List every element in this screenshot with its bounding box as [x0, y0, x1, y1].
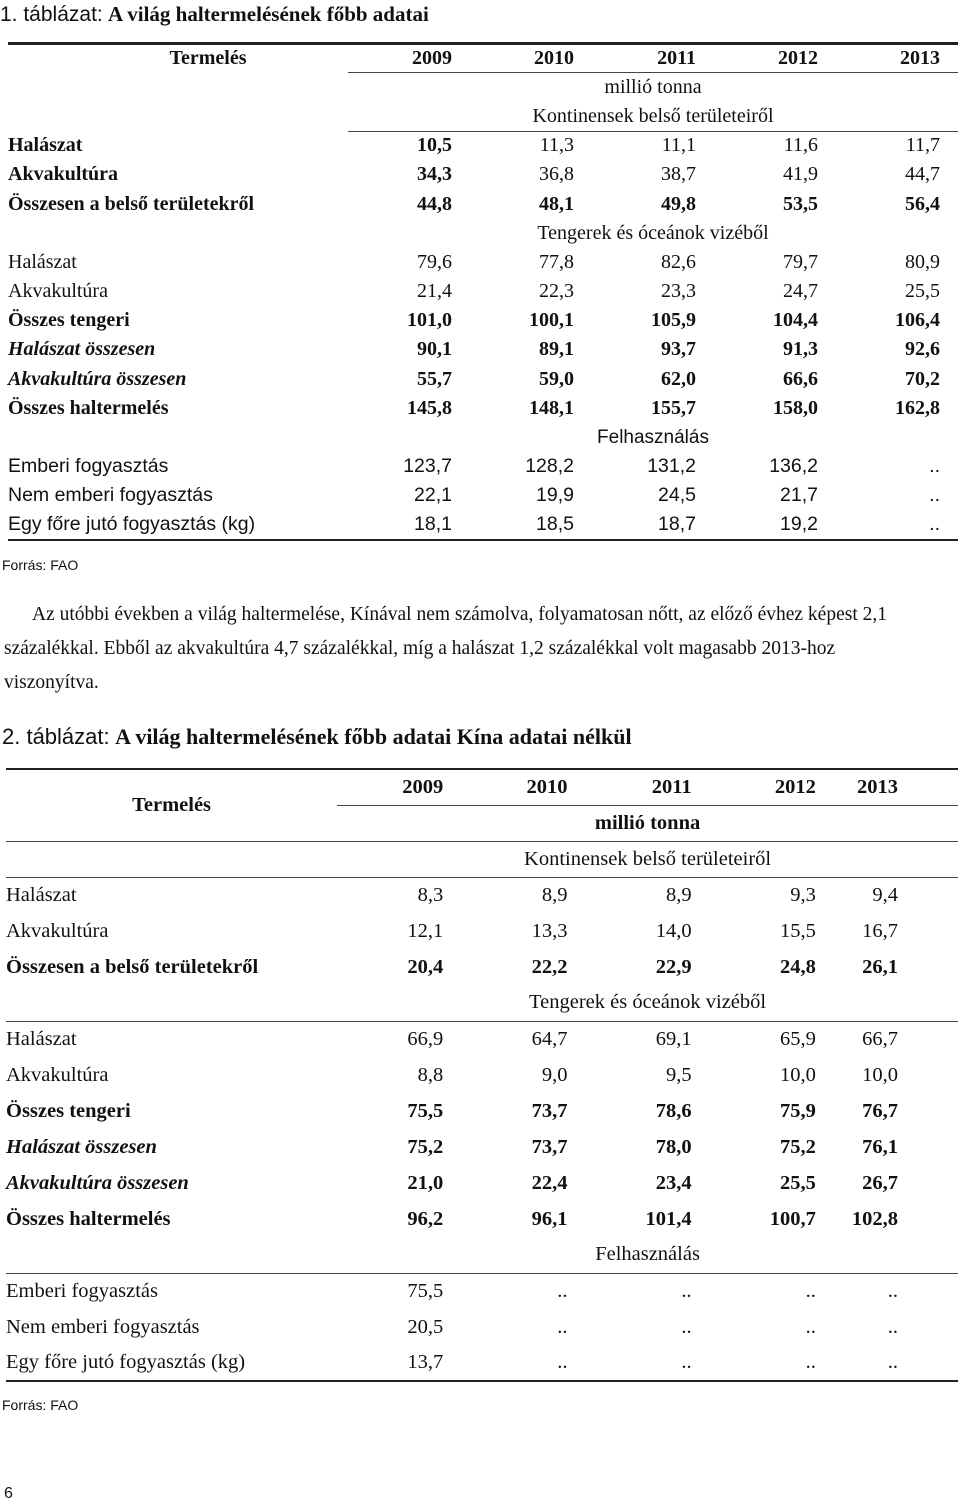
- cell-value: 9,4: [872, 883, 898, 906]
- table-row: [6, 1021, 958, 1057]
- page-number: 6: [4, 1485, 13, 1502]
- row-label: Emberi fogyasztás: [8, 455, 169, 478]
- cell-value: 73,7: [531, 1135, 568, 1158]
- cell-value: 100,7: [769, 1207, 816, 1230]
- cell-value: 38,7: [661, 163, 696, 186]
- cell-value: 106,4: [895, 309, 940, 332]
- table-row: [8, 511, 958, 540]
- table1-unit-row: [8, 73, 958, 102]
- table2-caption-title: A világ haltermelésének főbb adatai Kína adatai nélkül: [115, 724, 632, 749]
- table-row: [6, 877, 958, 913]
- cell-value: 10,5: [417, 134, 452, 157]
- cell-value: ..: [557, 1279, 568, 1302]
- table2-caption: [2, 724, 632, 750]
- cell-value: 75,2: [407, 1135, 444, 1158]
- cell-value: 75,5: [407, 1099, 444, 1122]
- cell-value: 75,5: [407, 1279, 444, 1302]
- cell-value: 21,4: [417, 280, 452, 303]
- cell-value: 22,1: [414, 484, 452, 507]
- cell-value: 79,7: [783, 250, 818, 273]
- cell-value: 62,0: [661, 367, 696, 390]
- cell-value: 56,4: [905, 192, 940, 215]
- cell-value: 15,5: [779, 919, 816, 942]
- row-label: Összes haltermelés: [8, 396, 169, 419]
- table1-section-header: [8, 219, 958, 248]
- table-row: [6, 1273, 958, 1309]
- row-label: Halászat összesen: [6, 1135, 157, 1158]
- table-row: [6, 1165, 958, 1201]
- table1-unit: millió tonna: [604, 76, 702, 99]
- cell-value: ..: [681, 1279, 692, 1302]
- row-label: Egy főre jutó fogyasztás (kg): [6, 1345, 337, 1381]
- table1-year-2012: 2012: [714, 44, 836, 73]
- cell-value: 13,3: [531, 919, 568, 942]
- table1-section-header: [8, 423, 958, 452]
- cell-value: 158,0: [773, 396, 818, 419]
- table-row: [8, 306, 958, 335]
- cell-value: ..: [836, 511, 958, 540]
- cell-value: 44,7: [905, 163, 940, 186]
- table2-year-2010: 2010: [461, 769, 585, 805]
- cell-value: 53,5: [783, 192, 818, 215]
- table-row: [8, 335, 958, 364]
- table2-section-title: Felhasználás: [337, 1237, 958, 1273]
- table1-section-header: [8, 102, 958, 131]
- table2-year-2009: 2009: [337, 769, 461, 805]
- cell-value: 69,1: [655, 1027, 692, 1050]
- cell-value: 8,3: [417, 883, 444, 906]
- cell-value: 25,5: [905, 280, 940, 303]
- cell-value: 75,9: [779, 1099, 816, 1122]
- cell-value: ..: [585, 1345, 709, 1381]
- cell-value: 26,1: [862, 955, 898, 978]
- cell-value: 100,1: [529, 309, 574, 332]
- cell-value: 20,4: [407, 955, 444, 978]
- cell-value: 78,0: [655, 1135, 692, 1158]
- cell-value: 104,4: [773, 309, 818, 332]
- table1-year-header-row: [8, 44, 958, 73]
- cell-value: 82,6: [661, 250, 696, 273]
- row-label: Akvakultúra: [8, 280, 108, 303]
- cell-value: 11,7: [905, 134, 940, 157]
- table1: [8, 42, 958, 541]
- table-row: [8, 365, 958, 394]
- cell-value: 55,7: [417, 367, 452, 390]
- cell-value: 8,9: [541, 883, 568, 906]
- cell-value: 48,1: [539, 192, 574, 215]
- table2-year-2013: 2013: [834, 769, 958, 805]
- cell-value: ..: [461, 1345, 585, 1381]
- table2-unit: millió tonna: [337, 805, 958, 841]
- row-label: Nem emberi fogyasztás: [8, 484, 213, 507]
- table-row: [6, 1309, 958, 1345]
- table-row: [8, 277, 958, 306]
- table2-year-2011: 2011: [585, 769, 709, 805]
- cell-value: 76,1: [862, 1135, 898, 1158]
- cell-value: 11,1: [661, 134, 696, 157]
- row-label: Halászat: [8, 134, 83, 157]
- cell-value: 91,3: [783, 338, 818, 361]
- cell-value: ..: [681, 1315, 692, 1338]
- row-label: Összes haltermelés: [6, 1207, 171, 1230]
- cell-value: 14,0: [655, 919, 692, 942]
- table-row: [6, 1129, 958, 1165]
- cell-value: ..: [887, 1279, 898, 1302]
- table-row: [8, 131, 958, 160]
- cell-value: ..: [710, 1345, 834, 1381]
- cell-value: 77,8: [539, 250, 574, 273]
- cell-value: 11,3: [539, 134, 574, 157]
- cell-value: 10,0: [779, 1063, 816, 1086]
- cell-value: 19,2: [714, 511, 836, 540]
- table2-caption-number: 2. táblázat:: [2, 724, 110, 749]
- cell-value: 8,9: [666, 883, 692, 906]
- row-label: Akvakultúra: [6, 919, 109, 942]
- row-label: Halászat: [6, 883, 77, 906]
- cell-value: 22,3: [539, 280, 574, 303]
- cell-value: 145,8: [407, 396, 452, 419]
- cell-value: 80,9: [905, 250, 940, 273]
- table-row: [8, 452, 958, 481]
- cell-value: 21,7: [780, 484, 818, 507]
- cell-value: 18,1: [348, 511, 470, 540]
- row-label: Halászat: [8, 250, 77, 273]
- cell-value: 11,6: [783, 134, 818, 157]
- cell-value: 66,6: [783, 367, 818, 390]
- cell-value: ..: [834, 1345, 958, 1381]
- cell-value: 136,2: [769, 455, 818, 478]
- cell-value: 19,9: [536, 484, 574, 507]
- cell-value: ..: [929, 455, 940, 478]
- cell-value: 65,9: [779, 1027, 816, 1050]
- cell-value: 96,1: [531, 1207, 568, 1230]
- cell-value: 24,5: [658, 484, 696, 507]
- table2-source: Forrás: FAO: [2, 1397, 79, 1413]
- table1-caption-number: 1. táblázat:: [0, 3, 103, 26]
- cell-value: 79,6: [417, 250, 452, 273]
- table-row: [6, 1093, 958, 1129]
- cell-value: 73,7: [531, 1099, 568, 1122]
- cell-value: ..: [805, 1315, 816, 1338]
- cell-value: ..: [887, 1315, 898, 1338]
- table2: [6, 768, 958, 1382]
- cell-value: 9,0: [541, 1063, 568, 1086]
- table-row: [6, 913, 958, 949]
- table2-section-header: [6, 841, 958, 877]
- cell-value: 9,5: [666, 1063, 692, 1086]
- table1-section-title: Felhasználás: [597, 426, 709, 448]
- cell-value: ..: [805, 1279, 816, 1302]
- cell-value: 25,5: [779, 1171, 816, 1194]
- table1-source: Forrás: FAO: [2, 557, 79, 573]
- cell-value: 23,4: [655, 1171, 692, 1194]
- table1-year-2010: 2010: [470, 44, 592, 73]
- cell-value: 90,1: [417, 338, 452, 361]
- cell-value: 23,3: [661, 280, 696, 303]
- table2-year-header-row: [6, 769, 958, 805]
- cell-value: 78,6: [655, 1099, 692, 1122]
- cell-value: 24,8: [779, 955, 816, 978]
- row-label: Akvakultúra összesen: [6, 1171, 189, 1194]
- table-row: [8, 248, 958, 277]
- table1-section-title: Tengerek és óceánok vizéből: [537, 221, 769, 244]
- cell-value: 21,0: [407, 1171, 444, 1194]
- cell-value: 26,7: [862, 1171, 898, 1194]
- row-label: Akvakultúra: [6, 1063, 109, 1086]
- cell-value: 22,2: [531, 955, 568, 978]
- table1-year-2009: 2009: [348, 44, 470, 73]
- row-label: Összesen a belső területekről: [8, 192, 255, 215]
- row-label: Halászat: [6, 1027, 77, 1050]
- cell-value: 12,1: [407, 919, 444, 942]
- row-label: Összes tengeri: [6, 1099, 131, 1122]
- table2-section-title: Kontinensek belső területeiről: [337, 841, 958, 877]
- cell-value: 102,8: [851, 1207, 898, 1230]
- cell-value: 24,7: [783, 280, 818, 303]
- row-label: Nem emberi fogyasztás: [6, 1315, 200, 1338]
- cell-value: 162,8: [895, 396, 940, 419]
- row-label: Akvakultúra: [8, 163, 119, 186]
- table1-caption: [0, 2, 429, 27]
- cell-value: 36,8: [539, 163, 574, 186]
- cell-value: 13,7: [337, 1345, 461, 1381]
- table-row: [6, 1201, 958, 1237]
- cell-value: 59,0: [539, 367, 574, 390]
- table1-caption-title: A világ haltermelésének főbb adatai: [107, 2, 429, 26]
- row-label: Összesen a belső területekről: [6, 955, 259, 978]
- cell-value: 10,0: [862, 1063, 898, 1086]
- cell-value: 34,3: [417, 163, 452, 186]
- cell-value: 8,8: [417, 1063, 444, 1086]
- table2-section-title: Tengerek és óceánok vizéből: [337, 985, 958, 1021]
- table-row: [8, 189, 958, 218]
- cell-value: 66,9: [407, 1027, 444, 1050]
- cell-value: 131,2: [647, 455, 696, 478]
- cell-value: 128,2: [525, 455, 574, 478]
- table1-year-2011: 2011: [592, 44, 714, 73]
- table-row: [6, 1057, 958, 1093]
- table1-header-label: Termelés: [8, 44, 348, 73]
- table-row: [8, 394, 958, 423]
- cell-value: 64,7: [531, 1027, 568, 1050]
- row-label: Összes tengeri: [8, 309, 130, 332]
- cell-value: 41,9: [783, 163, 818, 186]
- cell-value: 9,3: [790, 883, 816, 906]
- cell-value: 22,9: [655, 955, 692, 978]
- cell-value: 123,7: [403, 455, 452, 478]
- table-row: [6, 1345, 958, 1381]
- cell-value: 93,7: [661, 338, 696, 361]
- row-label: Emberi fogyasztás: [6, 1279, 158, 1302]
- table2-header-label: Termelés: [6, 769, 337, 841]
- table2-year-2012: 2012: [710, 769, 834, 805]
- table-row: [8, 160, 958, 189]
- cell-value: 18,5: [470, 511, 592, 540]
- cell-value: 148,1: [529, 396, 574, 419]
- table-row: [6, 949, 958, 985]
- cell-value: 105,9: [651, 309, 696, 332]
- cell-value: 92,6: [905, 338, 940, 361]
- cell-value: 96,2: [407, 1207, 444, 1230]
- table1-year-2013: 2013: [836, 44, 958, 73]
- cell-value: ..: [929, 484, 940, 507]
- cell-value: 49,8: [661, 192, 696, 215]
- cell-value: 22,4: [531, 1171, 568, 1194]
- row-label: Akvakultúra összesen: [8, 367, 187, 390]
- row-label: Halászat összesen: [8, 338, 156, 361]
- cell-value: ..: [557, 1315, 568, 1338]
- cell-value: 20,5: [407, 1315, 444, 1338]
- cell-value: 75,2: [779, 1135, 816, 1158]
- cell-value: 155,7: [651, 396, 696, 419]
- cell-value: 44,8: [417, 192, 452, 215]
- table1-section-title: Kontinensek belső területeiről: [348, 102, 958, 131]
- cell-value: 66,7: [862, 1027, 898, 1050]
- table2-section-header: [6, 985, 958, 1021]
- cell-value: 89,1: [539, 338, 574, 361]
- cell-value: 101,0: [407, 309, 452, 332]
- cell-value: 76,7: [862, 1099, 898, 1122]
- cell-value: 16,7: [862, 919, 898, 942]
- cell-value: 70,2: [905, 367, 940, 390]
- table2-section-header: [6, 1237, 958, 1273]
- row-label: Egy főre jutó fogyasztás (kg): [8, 511, 348, 540]
- body-paragraph: Az utóbbi években a világ haltermelése, Kínával nem számolva, folyamatosan nőtt, az előző évhez képest 2,1 százalékkal. Ebből az akvakultúra 4,7 százalékkal, míg a halászat 1,2 százalékkal volt magasabb 2013-hoz viszonyítva.: [4, 604, 887, 693]
- cell-value: 18,7: [592, 511, 714, 540]
- table-row: [8, 481, 958, 510]
- cell-value: 101,4: [645, 1207, 692, 1230]
